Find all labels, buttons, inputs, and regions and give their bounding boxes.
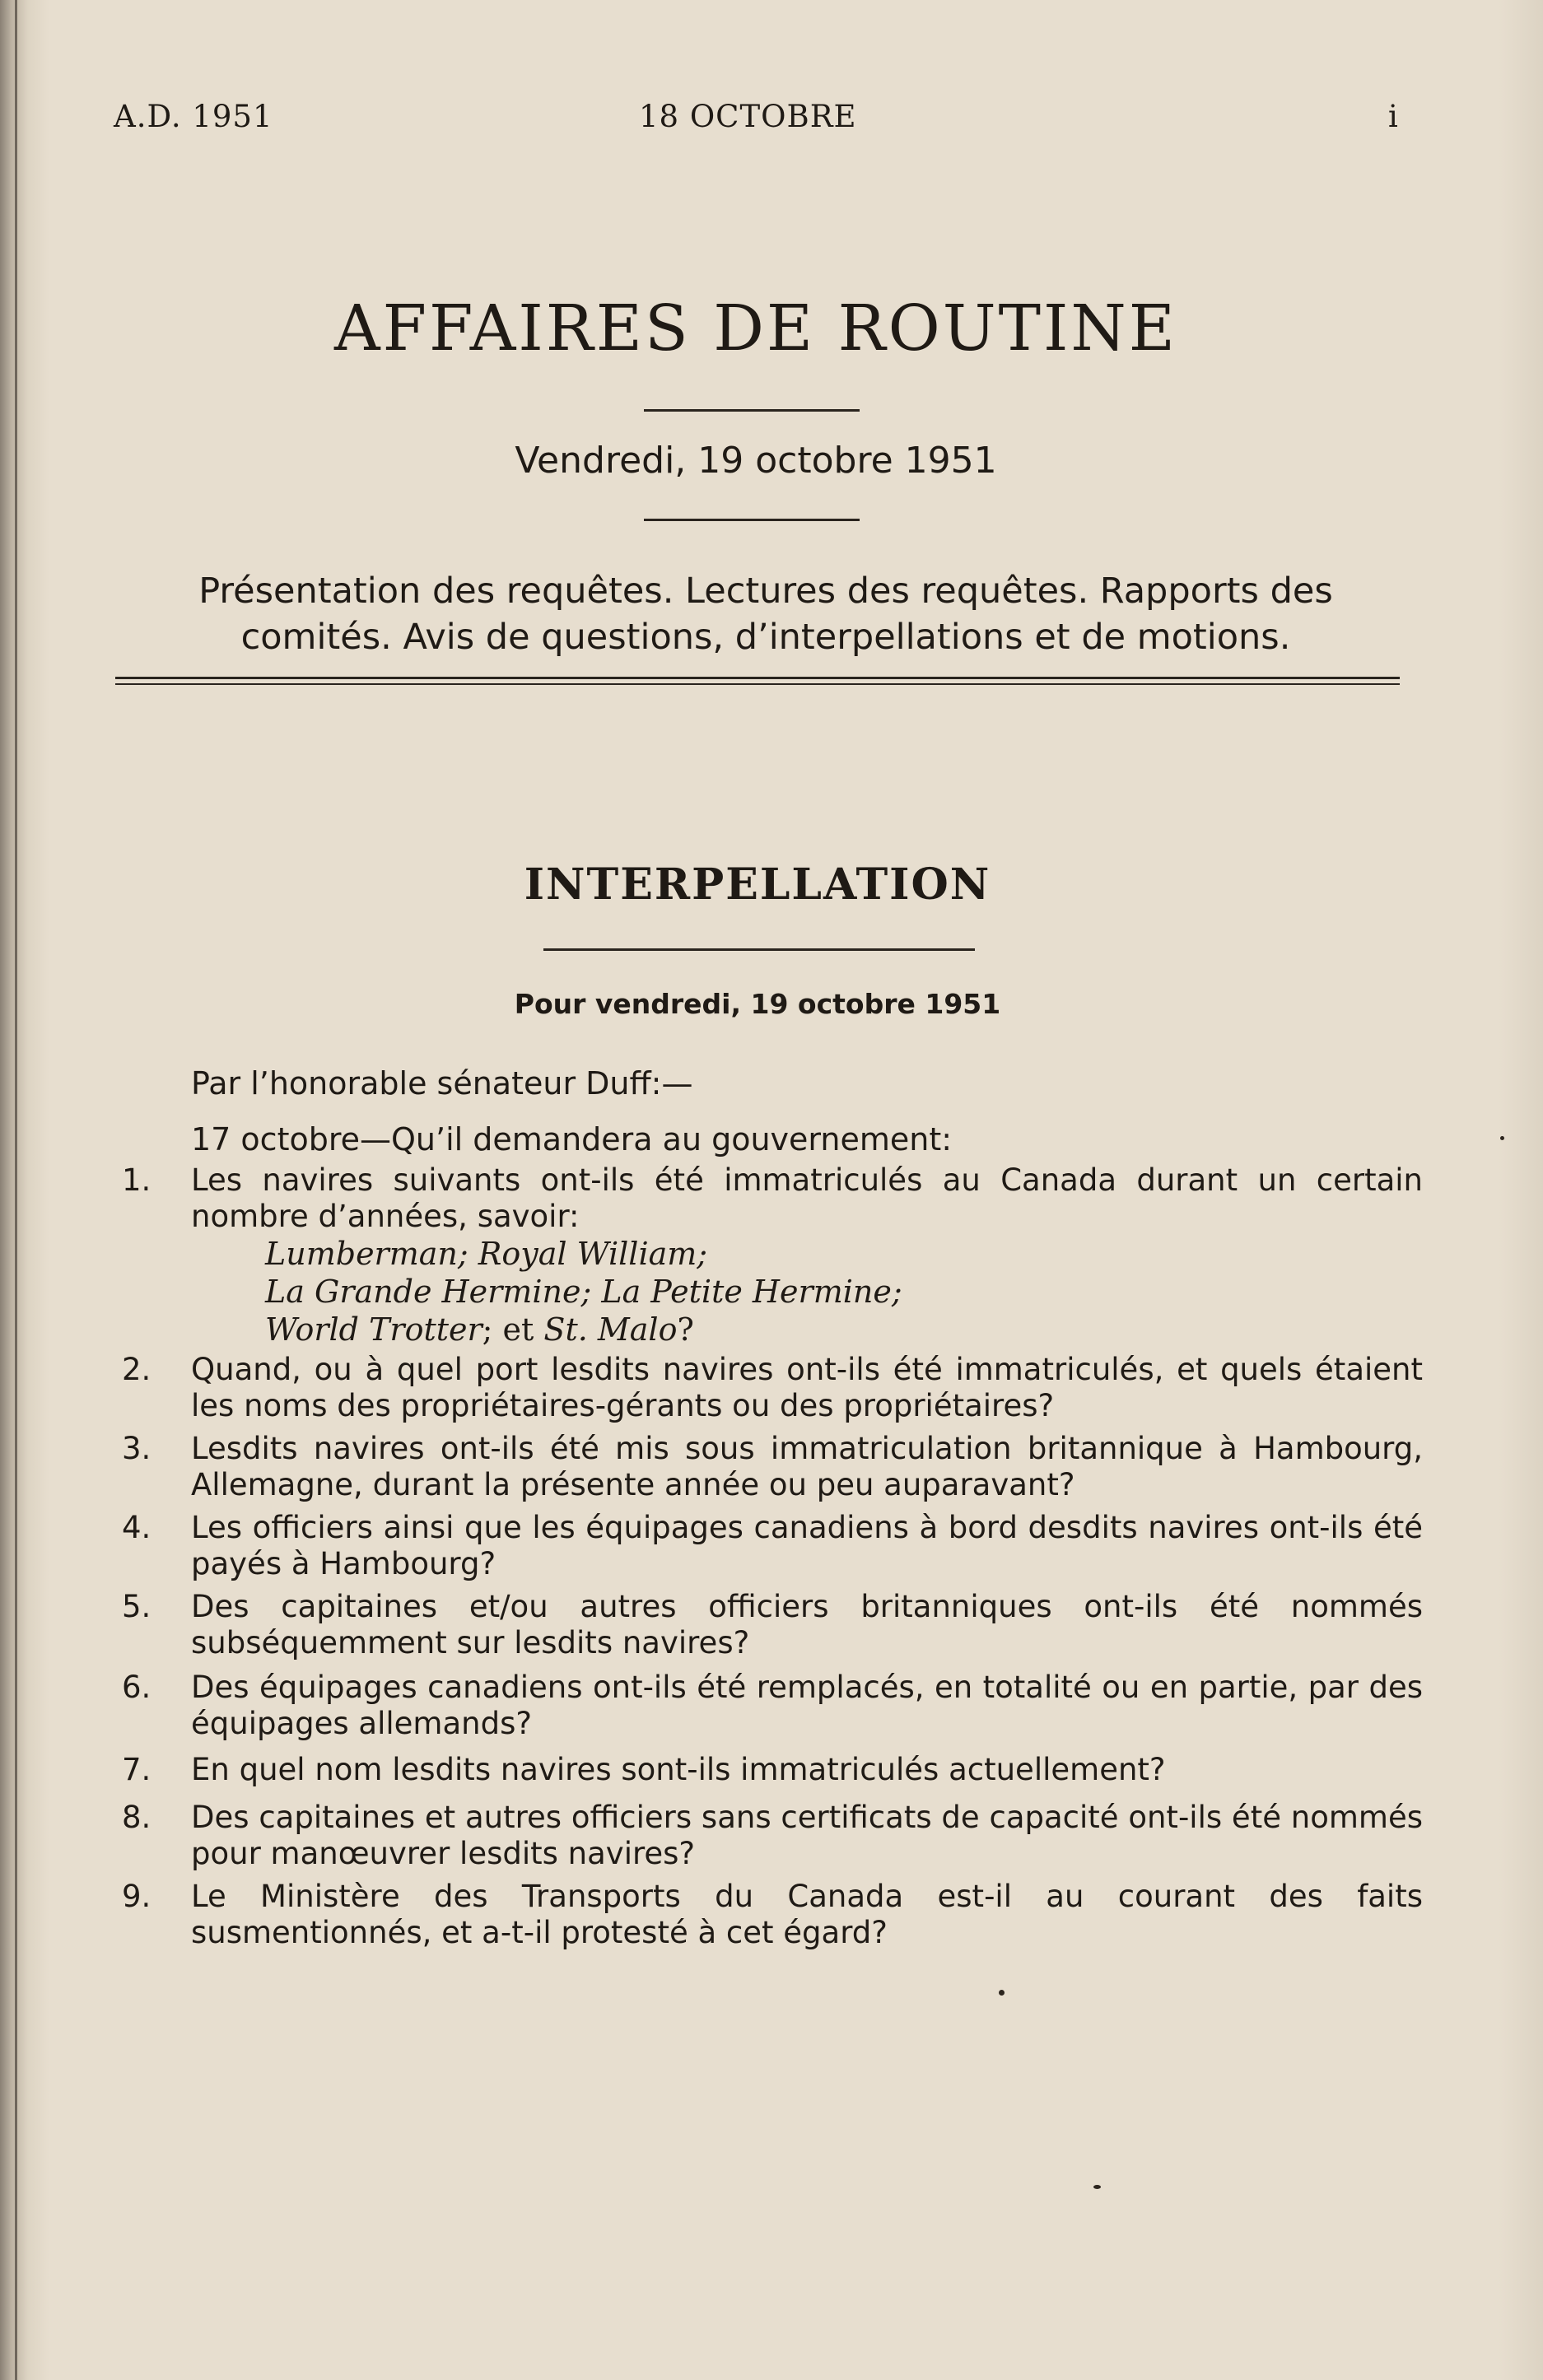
section-rule <box>543 948 975 951</box>
question-text: Quand, ou à quel port lesdits navires ont-ils été immatriculés, et quels étaient les noms des propriétaires-gérants ou des propriétaires? <box>191 1352 1423 1423</box>
question-number: 6. <box>122 1670 152 1705</box>
question-number: 9. <box>122 1879 152 1914</box>
ship-separator: ; et <box>482 1311 544 1348</box>
question-item <box>122 1752 1423 1788</box>
paper-speck <box>1093 2185 1101 2189</box>
ship-st-malo: St. Malo <box>543 1311 678 1348</box>
ship-line-2: La Grande Hermine; La Petite Hermine; <box>265 1274 902 1310</box>
ship-line-1: Lumberman; Royal William; <box>265 1236 708 1272</box>
page-number: i <box>1388 99 1399 134</box>
question-number: 3. <box>122 1431 152 1466</box>
question-number: 5. <box>122 1589 152 1624</box>
section-title: INTERPELLATION <box>524 859 991 910</box>
question-item <box>122 1800 1423 1872</box>
question-item <box>122 1879 1423 1951</box>
question-item <box>122 1162 1423 1235</box>
header-date: 18 OCTOBRE <box>639 99 857 134</box>
pour-date-line: Pour vendredi, 19 octobre 1951 <box>514 988 1001 1020</box>
routine-line-1: Présentation des requêtes. Lectures des requêtes. Rapports des <box>198 571 1333 612</box>
question-text: Le Ministère des Transports du Canada est-il au courant des faits susmentionnés, et a-t-il protesté à cet égard? <box>191 1879 1423 1950</box>
page-title: AFFAIRES DE ROUTINE <box>334 292 1177 366</box>
ship-line-3 <box>265 1311 902 1348</box>
ship-world-trotter: World Trotter <box>265 1311 482 1348</box>
question-item <box>122 1589 1423 1661</box>
header-year: A.D. 1951 <box>114 99 273 134</box>
routine-business-text <box>124 568 1408 660</box>
question-item <box>122 1431 1423 1503</box>
question-number: 8. <box>122 1800 152 1835</box>
question-number: 7. <box>122 1752 152 1787</box>
paper-speck <box>1500 1136 1504 1140</box>
date-line: Vendredi, 19 octobre 1951 <box>515 440 997 482</box>
question-number: 2. <box>122 1352 152 1387</box>
title-rule-top <box>644 409 860 412</box>
ship-list <box>265 1235 902 1348</box>
title-rule-bottom <box>644 519 860 521</box>
paper-speck <box>999 1990 1005 1996</box>
question-text: Des capitaines et autres officiers sans certificats de capacité ont-ils été nommés pour manœuvrer lesdits navires? <box>191 1800 1423 1871</box>
ship-question-mark: ? <box>677 1311 694 1348</box>
question-number: 4. <box>122 1510 152 1545</box>
senator-line: Par l’honorable sénateur Duff:— <box>191 1065 693 1102</box>
question-text: En quel nom lesdits navires sont-ils immatriculés actuellement? <box>191 1752 1166 1787</box>
question-text: Des équipages canadiens ont-ils été remplacés, en totalité ou en partie, par des équipages allemands? <box>191 1670 1423 1741</box>
question-text: Les navires suivants ont-ils été immatriculés au Canada durant un certain nombre d’années, savoir: <box>191 1162 1423 1234</box>
question-item <box>122 1670 1423 1742</box>
section-divider <box>115 677 1400 685</box>
intro-line: 17 octobre—Qu’il demandera au gouvernement: <box>191 1121 953 1157</box>
question-text: Des capitaines et/ou autres officiers britanniques ont-ils été nommés subséquemment sur lesdits navires? <box>191 1589 1423 1660</box>
question-text: Lesdits navires ont-ils été mis sous immatriculation britannique à Hambourg, Allemagne, durant la présente année ou peu auparavant? <box>191 1431 1423 1502</box>
question-item <box>122 1510 1423 1582</box>
question-text: Les officiers ainsi que les équipages canadiens à bord desdits navires ont-ils été payés à Hambourg? <box>191 1510 1423 1581</box>
question-item <box>122 1352 1423 1424</box>
routine-line-2: comités. Avis de questions, d’interpellations et de motions. <box>240 617 1291 658</box>
question-number: 1. <box>122 1162 152 1198</box>
page-header <box>0 99 1543 148</box>
